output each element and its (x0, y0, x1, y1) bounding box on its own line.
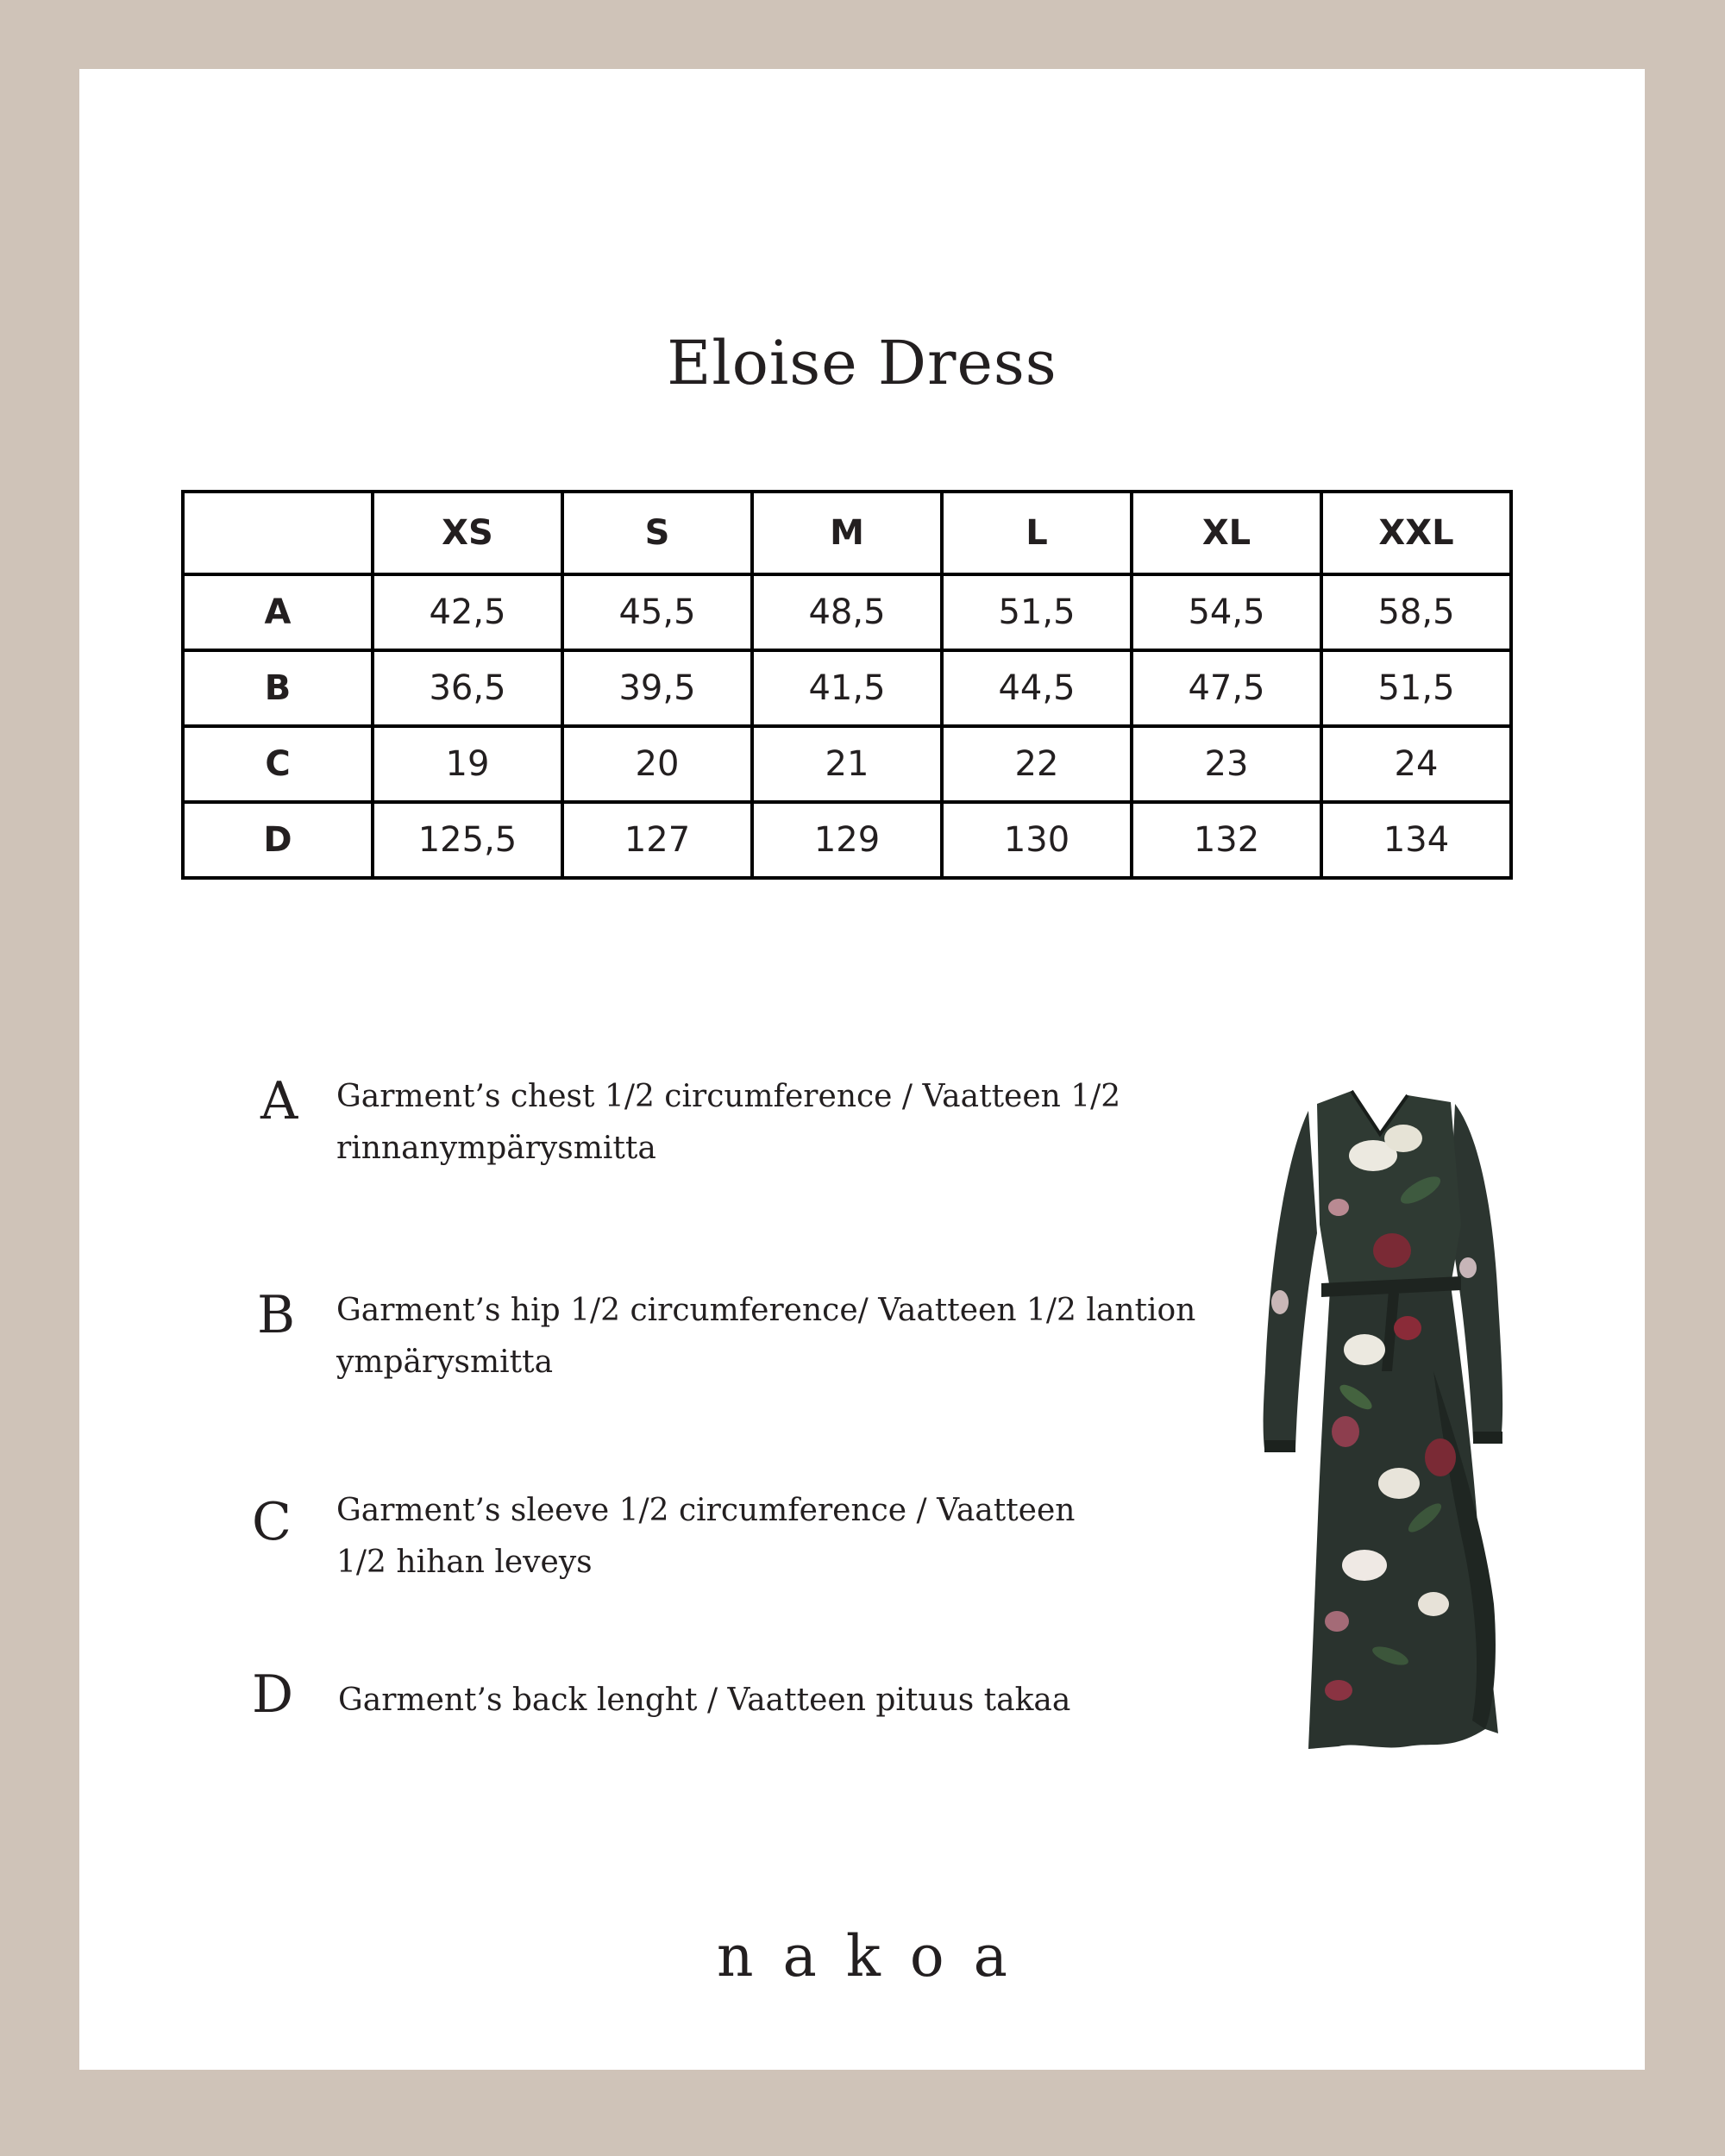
flower (1271, 1290, 1289, 1314)
legend-line: Garment’s chest 1/2 circumference / Vaatteen 1/2 (336, 1079, 1121, 1114)
flower (1394, 1316, 1421, 1340)
table-row (183, 574, 1511, 650)
table-cell: 21 (752, 726, 942, 802)
legend-line: 1/2 hihan leveys (336, 1545, 593, 1580)
table-cell: 129 (752, 802, 942, 878)
flower (1373, 1233, 1411, 1268)
table-header-cell: L (942, 492, 1132, 574)
table-cell: 48,5 (752, 574, 942, 650)
legend-line: Garment’s back lenght / Vaatteen pituus takaa (338, 1683, 1071, 1718)
row-label: B (183, 650, 373, 726)
table-cell: 24 (1321, 726, 1511, 802)
table-cell: 42,5 (373, 574, 562, 650)
table-cell: 39,5 (562, 650, 752, 726)
legend-letter: B (257, 1285, 296, 1345)
brand-logo: nakoa (717, 1923, 1037, 1990)
table-header-cell: XS (373, 492, 562, 574)
dress-left-sleeve (1264, 1111, 1317, 1449)
dress-right-cuff (1473, 1432, 1502, 1444)
table-row (183, 802, 1511, 878)
table-cell: 127 (562, 802, 752, 878)
legend-line: Garment’s hip 1/2 circumference/ Vaatteen 1/2 lantion (336, 1293, 1196, 1328)
table-cell: 41,5 (752, 650, 942, 726)
table-cell: 130 (942, 802, 1132, 878)
legend-text (338, 1675, 1244, 1727)
flower (1384, 1125, 1422, 1152)
table-cell: 20 (562, 726, 752, 802)
table-cell: 23 (1132, 726, 1321, 802)
flower (1325, 1680, 1352, 1701)
table-cell: 54,5 (1132, 574, 1321, 650)
table-cell: 22 (942, 726, 1132, 802)
legend-text (336, 1071, 1242, 1175)
table-cell: 44,5 (942, 650, 1132, 726)
table-header-cell: M (752, 492, 942, 574)
legend-line: Garment’s sleeve 1/2 circumference / Vaatteen (336, 1493, 1076, 1528)
legend-text (336, 1485, 1242, 1589)
legend-letter: A (260, 1071, 298, 1131)
dress-image (1235, 1087, 1580, 1777)
table-header-cell (183, 492, 373, 574)
table-cell: 51,5 (1321, 650, 1511, 726)
legend-line: rinnanympärysmitta (336, 1131, 656, 1166)
table-cell: 125,5 (373, 802, 562, 878)
flower (1342, 1550, 1387, 1581)
legend-line: ympärysmitta (336, 1344, 554, 1380)
table-row (183, 650, 1511, 726)
flower (1325, 1611, 1349, 1632)
legend-letter: C (252, 1492, 292, 1552)
page-title: Eloise Dress (667, 328, 1057, 398)
table-header-cell: S (562, 492, 752, 574)
table-header-row (183, 492, 1511, 574)
table-header-cell: XXL (1321, 492, 1511, 574)
dress-left-cuff (1264, 1440, 1295, 1452)
flower (1425, 1438, 1456, 1476)
table-cell: 47,5 (1132, 650, 1321, 726)
table-cell: 19 (373, 726, 562, 802)
table-row (183, 726, 1511, 802)
table-cell: 134 (1321, 802, 1511, 878)
legend-text (336, 1285, 1242, 1388)
row-label: D (183, 802, 373, 878)
legend-letter: D (252, 1664, 294, 1725)
table-cell: 45,5 (562, 574, 752, 650)
flower (1344, 1334, 1385, 1365)
table-header-cell: XL (1132, 492, 1321, 574)
flower (1459, 1257, 1477, 1278)
flower (1418, 1592, 1449, 1616)
table-cell: 36,5 (373, 650, 562, 726)
row-label: C (183, 726, 373, 802)
table-cell: 132 (1132, 802, 1321, 878)
size-table (181, 490, 1513, 880)
table-cell: 58,5 (1321, 574, 1511, 650)
row-label: A (183, 574, 373, 650)
flower (1328, 1199, 1349, 1216)
flower (1332, 1416, 1359, 1447)
flower (1378, 1468, 1420, 1499)
size-chart-card (79, 69, 1645, 2070)
table-cell: 51,5 (942, 574, 1132, 650)
